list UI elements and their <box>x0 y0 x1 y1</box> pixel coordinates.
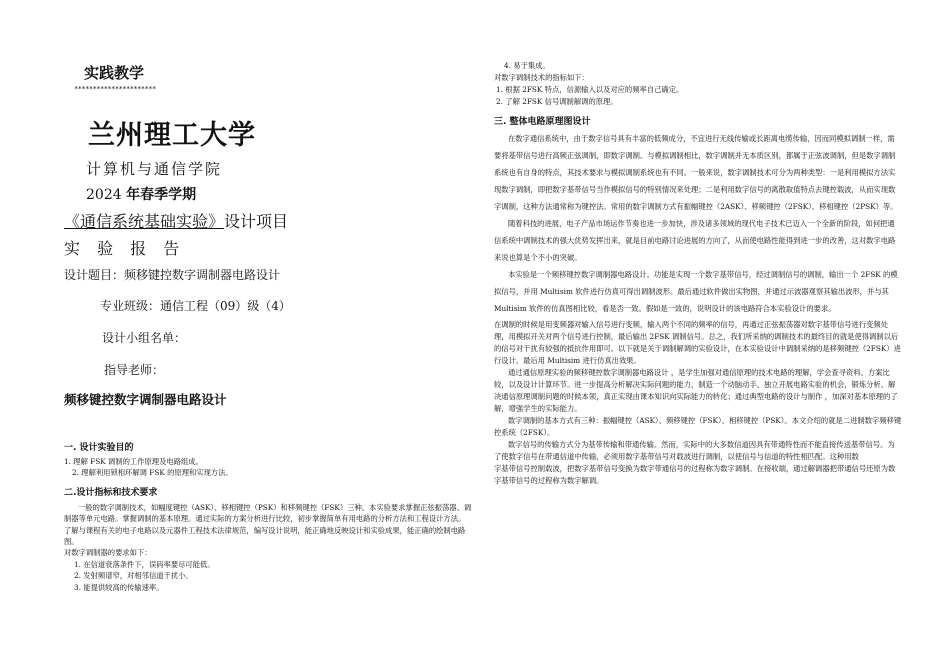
requirement-item: 3. 能提供较高的传输速率。 <box>74 582 164 592</box>
left-column <box>64 62 474 593</box>
project-title <box>64 209 474 232</box>
right-column <box>494 60 902 487</box>
class-info: 专业班级：通信工程（09）级（4） <box>100 299 291 313</box>
index-title: 对数字调制技术的指标如下： <box>494 73 589 82</box>
term-line <box>86 184 474 204</box>
body-paragraph: 本实验是一个频移键控数字调制器电路设计。功能是实现一个数字基带信号，经过调制信号的调制，输出一个 2FSK 的模拟信号，并用 Multisim 软件进行仿真可得出调制波形。最后通过软件做出实物图，并通过示波器观察其输出波形，并与其 Multisim 软件的仿真图相比较，看是否一致。假如是一致的，说明设计的该电路符合本实验设计的要求。 <box>494 270 898 313</box>
main-title: 频移键控数字调制器电路设计 <box>64 392 227 407</box>
index-item: 2. 了解 2FSK 信号调制解调的原理。 <box>496 97 618 106</box>
index-item: 1. 根据 2FSK 特点，信源输入以及对应的频率自己确定。 <box>496 85 684 94</box>
requirement-item: 4. 易于集成。 <box>504 61 550 70</box>
star-divider: ********************** <box>74 85 156 93</box>
design-topic: 设计题目：频移键控数字调制器电路设计 <box>64 268 281 282</box>
section1-item: 2. 理解利用锁相环解调 FSK 的原理和实现方法。 <box>72 468 233 478</box>
body-paragraph: 通过通信原理实验的频移键控数字调制器电路设计 ，是学生加强对通信原理的技术电路的理解，学会查寻资料、方案比较，以及设计计算环节。进一步提高分析解决实际问题的能力，制造一个动脑动手、独立开展电路实验的机会，锻炼分析、解决通信原理调制问题的时候本领，真正实现由课本知识向实际能力的转化；通过典型电路的设计与制作 ，加深对基本原理的了解，增强学生的实际能力。 <box>494 368 898 413</box>
advisor-label: 指导老师： <box>104 363 165 377</box>
course-name: 《通信系统基础实验》 <box>64 212 225 231</box>
term-year: 2024 <box>86 187 122 203</box>
body-paragraph: 在数字通信系统中，由于数字信号具有丰富的低频成分，不宜进行无线传输或长距离电缆传输，因而同模拟调制一样，需要将基带信号进行高频正弦调制，即数字调制。与模拟调制相比，数字调制并无本质区别，都属于正弦波调制，但是数字调制系统也有自身的特点，其技术要求与模拟调制系统也有不同。一般来说，数字调制技术可分为两种类型：一是利用模拟方法实现数字调制，即把数字基带信号当作模拟信号的特别情况来处理；二是利用数字信号的离散取值特点去键控载波，从而实现数字调制，这种方法通常称为键控法。常用的数字调制方式有振幅键控（2ASK）、移频键控（2FSK）、移相键控（2PSK）等。 <box>494 134 898 211</box>
section2-paragraph: 一般的数字调制技术，如幅度键控（ASK）、移相键控（PSK）和移频键控（FSK）三种。本实验要求掌握正弦振荡器、调制器等单元电路。掌握调制的基本原理。通过实际的方案分析进行比较，初步掌握简单有用电路的分析方法和工程设计方法。 <box>64 502 472 524</box>
section2-heading: 二.设计指标和技术要求 <box>64 487 158 498</box>
requirement-item: 2. 发射频谱窄，对相邻信道干扰小。 <box>74 571 193 581</box>
section1-heading: 一. 设计实验目的 <box>64 443 134 453</box>
term-text: 年春季学期 <box>126 187 197 203</box>
university-name: 兰州理工大学 <box>88 120 256 151</box>
project-title-rest: 设计项目 <box>224 212 289 231</box>
section2-paragraph: 了解与课程有关的电子电路以及元器件工程技术法律规范，编写设计说明，能正确地反映设计和实验成果，能正确的绘制电路图。 <box>64 525 466 547</box>
section1-list <box>64 456 474 479</box>
section3-heading: 三. 整体电路原理图设计 <box>494 117 591 127</box>
section1-item: 1. 理解 FSK 调制的工作原理及电路组成。 <box>64 457 203 466</box>
body-paragraph: 在调制的时候是用变频器对输入信号进行变频，输入两个不同的频率的信号，再通过正弦振荡器对数字基带信号进行变频处理，用模拟开关对两个信号进行控制，最后输出 2FSK 调制信号。总之，我们所采纳的调制技术的最终目的就是使得调制以后的信号对干扰有较强的抵抗作用即可。以下就是关于调制解调的实验设计，在本实验设计中调制采纳的是移频键控（2FSK）进行设计，最后用 Multisim 进行仿真出效果。 <box>494 320 901 365</box>
requirement-item: 1. 在信道衰落条件下，误码率要尽可能低。 <box>74 559 215 569</box>
section2-body <box>64 502 474 593</box>
body-paragraph: 数字调制的基本方式有三种：振幅键控（ASK）、频移键控（FSK）、相移键控（PSK）。本文介绍的就是二进制数字频移键控系统（2FSK）。 <box>494 416 902 437</box>
group-members-label: 设计小组名单： <box>102 331 187 345</box>
school-name: 计算机与通信学院 <box>86 160 223 178</box>
report-label: 实 验 报 告 <box>64 239 186 258</box>
body-paragraph: 字基带信号控制载波，把数字基带信号变换为数字带通信号的过程称为数字调制。在接收端，通过解调器把带通信号还原为数字基带信号的过程称为数字解调。 <box>494 464 896 485</box>
body-paragraph: 数字信号的传输方式分为基带传输和带通传输。然而，实际中的大多数信道因具有带通特性而不能直接传送基带信号。为了使数字信号在带通信道中传输，必须用数字基带信号对载波进行调制，以使信号与信道的特性相匹配。这种用数 <box>494 440 895 461</box>
body-paragraph: 随着科技的进展，电子产品市场运作节奏也进一步加快，涉及诸多领域的现代电子技术已迈入一个全新的阶段，如何把通信系统中调制技术的强大优势发挥出来，就是目前电路讨论进展的方向了，从而使电路性能得到进一步的改善，这对数字电路来说也算是个不小的突破。 <box>494 219 896 262</box>
practice-teaching-label: 实践教学 <box>84 64 145 82</box>
requirements-title: 对数字调制器的要求如下： <box>64 548 152 558</box>
